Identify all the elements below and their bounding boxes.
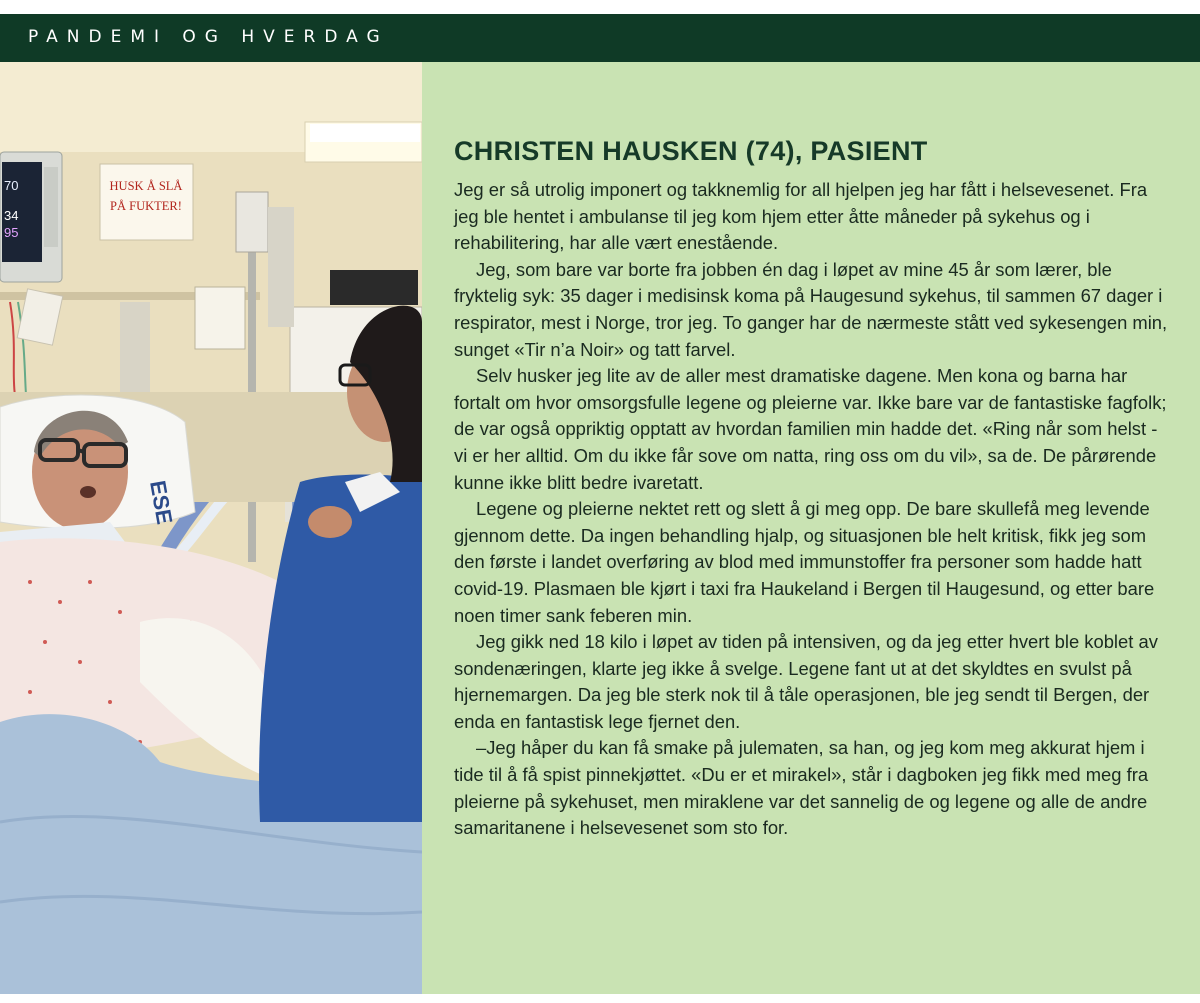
article-paragraph: Jeg gikk ned 18 kilo i løpet av tiden på intensiven, og da jeg etter hvert ble koblet av sondenæringen, klarte jeg ikke å svelge. Legene fant ut at det skyldtes en svulst på hjernemargen. Da jeg ble sterk nok til å tåle operasjonen, ble jeg sendt til Bergen, der enda en fantastisk lege fjernet den. [454, 631, 1158, 732]
patient-monitor [0, 152, 62, 282]
svg-text:PÅ FUKTER!: PÅ FUKTER! [110, 199, 182, 213]
article-paragraph: Legene og pleierne nektet rett og slett å gi meg opp. De bare skullefå meg levende gjennom dette. Da ingen behandling hjalp, og situasjonen ble helt kritisk, fikk jeg som den første i landet overføring av blod med immunstoffer fra personer som hadde hatt covid-19. Plasmaen ble kjørt i taxi fra Haukeland i Bergen til Haugesund, og etter bare noen timer sank feberen min. [454, 498, 1155, 626]
svg-text:95: 95 [4, 225, 19, 240]
svg-text:70: 70 [4, 178, 19, 193]
section-header [0, 14, 1200, 62]
article-body [454, 177, 1174, 842]
article-title: CHRISTEN HAUSKEN (74), PASIENT [454, 136, 928, 166]
svg-text:ESE: ESE [145, 478, 178, 527]
article-panel [422, 62, 1200, 994]
humidifier-sign [100, 164, 193, 240]
section-title: PANDEMI OG HVERDAG [28, 27, 389, 47]
article-paragraph: Selv husker jeg lite av de aller mest dramatiske dagene. Men kona og barna har fortalt om hvor omsorgsfulle legene og pleierne var. Ikke bare var de fantastiske fagfolk; de var også oppriktig opptatt av hvordan familien min hadde det. «Ring når som helst - vi er her alltid. Om du ikke får sove om natta, ring oss om du vil», sa de. De pårørende kunne ikke blitt bedre ivaretatt. [454, 365, 1167, 493]
hospital-photo [0, 62, 422, 994]
svg-text:34: 34 [4, 208, 19, 223]
article-paragraph: Jeg, som bare var borte fra jobben én dag i løpet av mine 45 år som lærer, ble fryktelig syk: 35 dager i medisinsk koma på Haugesund sykehus, til sammen 67 dager i respirator, mest i Norge, tror jeg. To ganger har de nærmeste stått ved sykesengen min, sunget «Tir n’a Noir» og tatt farvel. [454, 258, 1168, 360]
article-paragraph: –Jeg håper du kan få smake på julematen, sa han, og jeg kom meg akkurat hjem i tide til å få spist pinnekjøttet. «Du er et mirakel», står i dagboken jeg fikk med meg fra pleierne på sykehuset, men miraklene var det sannelig de og legene og alle de andre samaritanene i helsevesenet som sto for. [454, 737, 1149, 839]
svg-text:HUSK Å SLÅ: HUSK Å SLÅ [109, 179, 183, 193]
article-paragraph: Jeg er så utrolig imponert og takknemlig for all hjelpen jeg har fått i helsevesenet. Fra jeg ble hentet i ambulanse til jeg kom hjem etter åtte måneder på sykehus og i rehabilitering, har alle vært enestående. [454, 179, 1148, 254]
